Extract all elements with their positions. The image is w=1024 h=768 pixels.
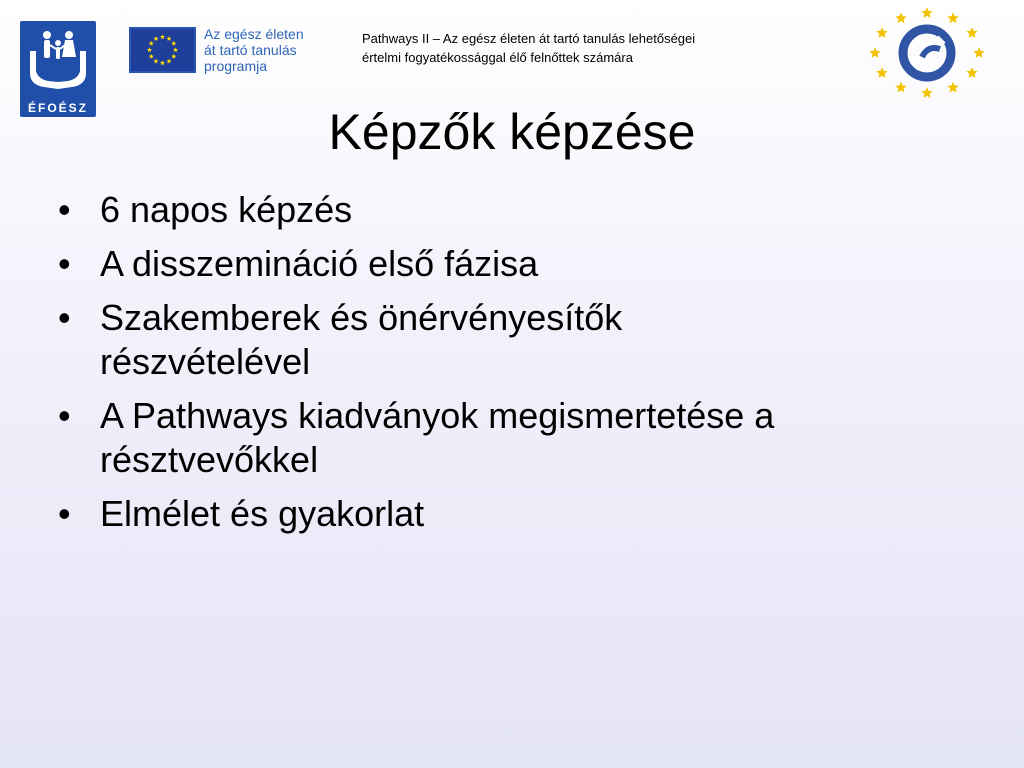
eu-text-line: át tartó tanulás [204, 42, 297, 58]
ring-star-icon [966, 27, 977, 38]
bullet-dot-icon: • [58, 395, 71, 436]
eu-text-line: Az egész életen [204, 26, 304, 42]
eu-star-icon [154, 59, 159, 64]
eu-star-icon [154, 36, 159, 41]
ring-star-icon [869, 47, 880, 58]
slide-title: Képzők képzése [328, 104, 696, 160]
eu-star-icon [167, 59, 172, 64]
eu-star-icon [171, 41, 176, 46]
project-note [362, 29, 812, 67]
bullet-dot-icon: • [58, 297, 71, 338]
bullet-text: részvételével [100, 341, 311, 382]
ring-star-icon [876, 27, 887, 38]
bullet-item [58, 296, 988, 384]
ring-star-icon [947, 82, 958, 93]
ring-star-icon [876, 67, 887, 78]
efoesz-logo-text: ÉFOÉSZ [27, 101, 88, 115]
bullet-dot-icon: • [58, 493, 71, 534]
bullet-text: 6 napos képzés [100, 189, 353, 230]
bullet-list [58, 188, 988, 546]
project-note-line: Pathways II – Az egész életen át tartó tanulás lehetőségei [362, 31, 696, 46]
ring-star-icon [973, 47, 984, 58]
eu-star-icon [149, 54, 154, 59]
eu-programme-logo [129, 26, 329, 76]
eu-text-line: programja [204, 58, 268, 74]
eu-star-icon [171, 54, 176, 59]
ring-star-icon [921, 7, 932, 18]
bullet-item [58, 394, 988, 482]
eu-star-icon [160, 60, 165, 65]
ring-star-icon [895, 82, 906, 93]
eu-star-icon [147, 47, 152, 52]
bullet-item [58, 188, 988, 232]
ring-star-icon [947, 12, 958, 23]
ring-star-icon [966, 67, 977, 78]
ring-star-icon [921, 87, 932, 98]
star-ring-emblem-icon [903, 29, 951, 77]
eu-flag-icon [129, 27, 196, 73]
bullet-text: résztvevőkkel [100, 439, 319, 480]
bullet-dot-icon: • [58, 189, 71, 230]
eu-programme-text [204, 26, 334, 74]
eu-star-icon [160, 34, 165, 39]
bullet-text: Szakemberek és önérvényesítők [100, 297, 623, 338]
family-hands-icon [20, 21, 96, 101]
ring-star-icon [895, 12, 906, 23]
bullet-item [58, 492, 988, 536]
bullet-dot-icon: • [58, 243, 71, 284]
eu-star-icon [149, 41, 154, 46]
bullet-text: A Pathways kiadványok megismertetése a [100, 395, 775, 436]
bullet-text: Elmélet és gyakorlat [100, 493, 425, 534]
bullet-text: A disszemináció első fázisa [100, 243, 539, 284]
eu-star-icon [173, 47, 178, 52]
bullet-item [58, 242, 988, 286]
project-note-line: értelmi fogyatékossággal élő felnőttek számára [362, 50, 633, 65]
star-ring-logo [862, 5, 992, 101]
eu-star-icon [167, 36, 172, 41]
